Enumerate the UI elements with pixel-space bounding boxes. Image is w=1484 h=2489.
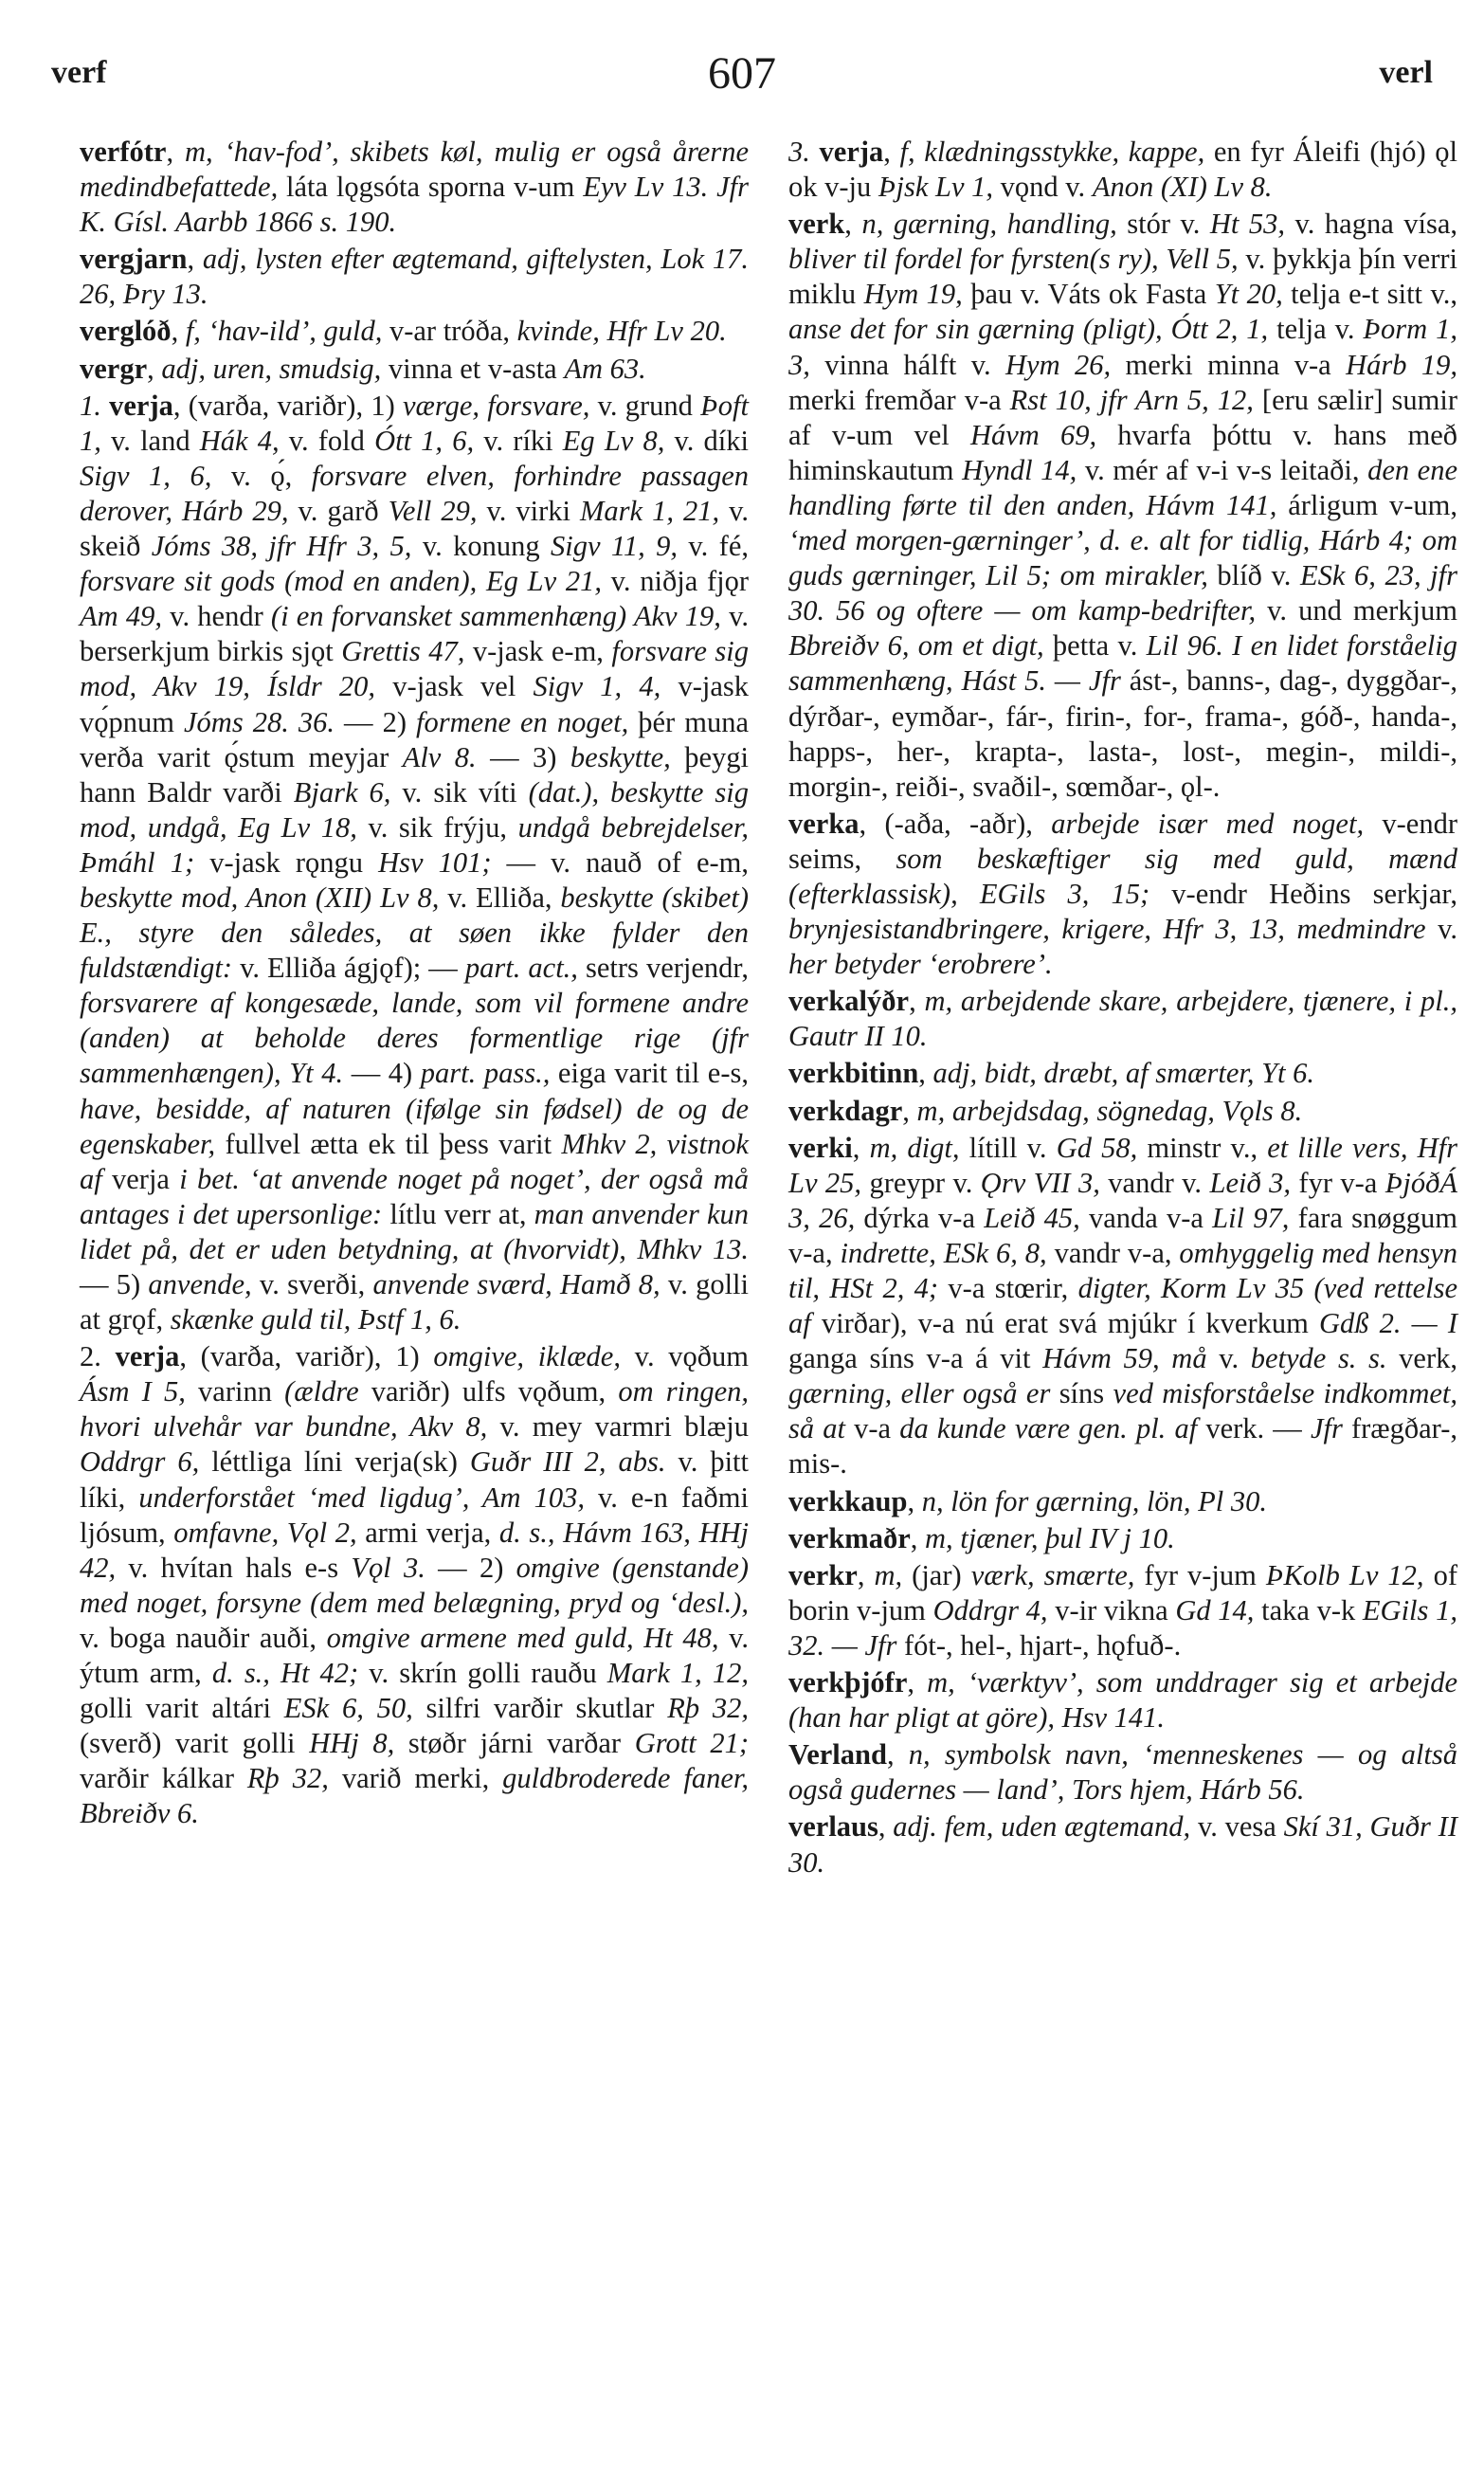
- entry-gloss-italic: Oddrgr 6,: [80, 1445, 200, 1479]
- entry-text: varðir kálkar: [80, 1762, 247, 1795]
- dictionary-entry: [788, 1558, 1457, 1663]
- entry-text: virðar), v-a nú erat svá mjúkr í kverkum: [810, 1307, 1319, 1340]
- entry-text: ,: [844, 208, 862, 241]
- entry-headword: verkmaðr: [788, 1521, 911, 1554]
- entry-gloss-italic: m, arbejdende skare, arbejdere, tjænere, i pl., Gautr II 10.: [788, 985, 1457, 1053]
- entry-gloss-italic: Rþ 32,: [667, 1692, 749, 1725]
- left-catchword: verf: [51, 55, 107, 90]
- entry-gloss-italic: Yt 20,: [1214, 278, 1283, 311]
- entry-gloss-italic: Grott 21;: [634, 1727, 750, 1760]
- entry-text: léttliga líni verja(sk): [199, 1445, 470, 1479]
- entry-text: ,: [147, 352, 162, 385]
- entry-gloss-italic: Am 63.: [564, 352, 646, 385]
- entry-gloss-italic: m, ‘hav-fod’, skibets køl, mulig er også årerne medindbefattede,: [80, 136, 749, 204]
- entry-gloss-italic: om ringen, hvori ulvehår var bundne, Akv 8,: [80, 1375, 749, 1444]
- entry-gloss-italic: Am 49,: [80, 600, 162, 633]
- entry-text: ,: [166, 136, 186, 168]
- entry-gloss-italic: undgå bebrejdelser, Þmáhl 1;: [80, 810, 749, 879]
- entry-gloss-italic: Jfr: [1310, 1412, 1343, 1445]
- entry-text: — 2): [425, 1551, 516, 1584]
- entry-text: láta lǫgsóta sporna v-um: [278, 171, 584, 204]
- entry-gloss-italic: Leið 45,: [984, 1201, 1080, 1234]
- entry-gloss-italic: formene en noget,: [416, 705, 629, 738]
- dictionary-entry: [788, 984, 1457, 1054]
- entry-gloss-italic: Hym 26,: [1005, 348, 1112, 381]
- entry-text: v. ýtum arm,: [80, 1621, 749, 1690]
- entry-gloss-italic: den ene handling førte til den anden, Hávm 141,: [788, 453, 1457, 521]
- entry-text: v. þitt líki,: [80, 1445, 749, 1514]
- entry-text: minstr v.,: [1137, 1131, 1268, 1164]
- entry-gloss-italic: Ht 53,: [1209, 208, 1286, 241]
- entry-gloss-italic: forsvare elven, forhindre passagen derover, Hárb 29,: [80, 459, 749, 527]
- entry-text: støðr járni varðar: [394, 1727, 635, 1760]
- entry-text: ,: [886, 1738, 909, 1771]
- entry-gloss-italic: d. s., Ht 42;: [211, 1657, 359, 1690]
- entry-text: v-jask e-m,: [464, 635, 612, 668]
- entry-gloss-italic: værk, smærte,: [970, 1558, 1135, 1591]
- entry-text: fyr v-jum: [1134, 1558, 1266, 1591]
- entry-gloss-italic: Eg Lv 8,: [562, 424, 665, 457]
- entry-text: v. skrín golli rauðu: [358, 1657, 607, 1690]
- entry-text: of borin v-jum: [788, 1558, 1457, 1626]
- entry-headword: verkr: [788, 1558, 858, 1591]
- entry-text: fullvel ætta ek til þess varit: [215, 1127, 562, 1160]
- entry-text: v. golli at grǫf,: [80, 1268, 749, 1336]
- entry-gloss-italic: omgive armene med guld, Ht 48,: [326, 1621, 719, 1654]
- entry-gloss-italic: gærning, eller også er: [788, 1377, 1051, 1410]
- entry-gloss-italic: kvinde, Hfr Lv 20.: [516, 315, 727, 348]
- entry-gloss-italic: beskytte mod, Anon (XII) Lv 8,: [80, 881, 440, 914]
- entry-gloss-italic: beskytte,: [570, 740, 671, 773]
- entry-gloss-italic: (ældre: [284, 1375, 359, 1408]
- entry-text: — v. nauð of e-m,: [491, 845, 749, 879]
- entry-gloss-italic: ÞKolb Lv 12,: [1265, 1558, 1424, 1591]
- entry-text: v-jask vǫ́pnum: [80, 670, 749, 738]
- entry-text: — 5): [80, 1268, 149, 1300]
- entry-text: þetta v.: [1043, 629, 1147, 663]
- entry-text: ,: [852, 1131, 870, 1164]
- entry-gloss-italic: Þorm 1, 3,: [788, 313, 1458, 381]
- entry-gloss-italic: Hym 19,: [863, 278, 963, 311]
- entry-gloss-italic: Skí 31, Guðr II 30.: [788, 1810, 1457, 1879]
- entry-gloss-italic: Vell 29,: [388, 494, 478, 527]
- entry-gloss-italic: her betyder ‘erobrere’.: [788, 948, 1053, 981]
- entry-text: — 4): [343, 1057, 421, 1090]
- entry-text: v. grund: [589, 389, 701, 422]
- entry-text: v. niðja fjǫr: [601, 565, 750, 598]
- entry-gloss-italic: forsvare sig mod, Akv 19, Ísldr 20,: [80, 635, 750, 703]
- entry-gloss-italic: 1.: [80, 389, 101, 422]
- entry-text: v. skeið: [80, 494, 749, 563]
- entry-gloss-italic: m, ‘værktyv’, som unddrager sig et arbejde (han har pligt at göre), Hsv 141.: [788, 1666, 1458, 1735]
- entry-text: árligum v-um,: [1276, 488, 1458, 521]
- entry-gloss-italic: omhyggelig med hensyn til, HSt 2, 4;: [788, 1236, 1457, 1304]
- entry-gloss-italic: Bjark 6,: [293, 775, 391, 808]
- entry-text: v. virki: [477, 494, 580, 527]
- dictionary-entry: [788, 1665, 1457, 1735]
- entry-text: vandr v.: [1099, 1166, 1210, 1199]
- dictionary-entry: [788, 1737, 1457, 1808]
- entry-gloss-italic: Mhkv 2, vistnok af: [80, 1127, 749, 1195]
- entry-headword: vergr: [80, 352, 148, 385]
- dictionary-entry: [788, 1809, 1457, 1880]
- entry-text: dýrka v-a: [855, 1201, 985, 1234]
- entry-text: greypr v.: [861, 1166, 981, 1199]
- dictionary-entry: [80, 135, 749, 240]
- entry-text: ,: [907, 1666, 928, 1699]
- entry-gloss-italic: adj, bidt, dræbt, af smærter, Yt 6.: [932, 1057, 1315, 1090]
- entry-gloss-italic: guldbroderede faner, Bbreiðv 6.: [80, 1762, 750, 1830]
- dictionary-entry: [80, 352, 749, 387]
- entry-text: vǫnd v.: [993, 171, 1093, 204]
- entry-gloss-italic: Hsv 101;: [378, 845, 492, 879]
- entry-text: v-endr seims,: [788, 807, 1457, 875]
- entry-text: v. garð: [288, 494, 389, 527]
- entry-gloss-italic: ÞjóðÁ 3, 26,: [788, 1166, 1458, 1234]
- dictionary-entry: [788, 1484, 1457, 1519]
- entry-gloss-italic: 3.: [788, 136, 810, 168]
- entry-gloss-italic: Hárb 19,: [1346, 348, 1457, 381]
- entry-headword: verkdagr: [788, 1094, 903, 1127]
- dictionary-entry: [788, 135, 1457, 205]
- entry-text: armi verja,: [356, 1516, 499, 1549]
- running-head: [51, 48, 1433, 112]
- entry-text: vinna hálft v.: [809, 348, 1006, 381]
- entry-headword: verkkaup: [788, 1484, 908, 1517]
- entry-text: v. mér af v-i v-s leitaði,: [1077, 453, 1368, 486]
- left-column: [80, 135, 749, 1834]
- right-catchword: verl: [1379, 55, 1433, 90]
- entry-gloss-italic: Oddrgr 4,: [932, 1593, 1048, 1626]
- entry-gloss-italic: Guðr III 2, abs.: [469, 1445, 666, 1479]
- entry-text: v. mey varmri blæju: [487, 1410, 749, 1444]
- entry-gloss-italic: Hávm 69,: [969, 418, 1097, 451]
- entry-text: v. hvítan hals e-s: [116, 1551, 352, 1584]
- entry-headword: verfótr: [80, 136, 167, 168]
- entry-gloss-italic: Rþ 32,: [246, 1762, 329, 1795]
- entry-gloss-italic: Mark 1, 12,: [606, 1657, 749, 1690]
- entry-gloss-italic: værge, forsvare,: [402, 389, 590, 422]
- entry-gloss-italic: Leið 3,: [1209, 1166, 1291, 1199]
- entry-gloss-italic: n, symbolsk navn, ‘menneskenes — og altså også gudernes — land’, Tors hjem, Hárb 56.: [788, 1738, 1457, 1807]
- entry-headword: verja: [809, 136, 884, 168]
- dictionary-entry: [788, 1521, 1457, 1556]
- entry-text: v. Elliða ágjǫf); —: [232, 952, 465, 985]
- entry-text: silfri varðir skutlar: [412, 1692, 668, 1725]
- entry-gloss-italic: som beskæftiger sig med guld, mænd (efterklassisk), EGils 3, 15;: [788, 842, 1457, 910]
- entry-gloss-italic: m, arbejdsdag, sögnedag, Vǫls 8.: [916, 1094, 1303, 1127]
- entry-text: v-endr Heðins serkjar,: [1149, 877, 1457, 910]
- entry-text: frægðar-, mis-.: [788, 1412, 1458, 1481]
- page-number: 607: [708, 48, 776, 99]
- entry-text: , (varða, variðr), 1): [172, 389, 403, 422]
- dictionary-entry: [80, 242, 749, 312]
- entry-gloss-italic: Vǫl 3.: [351, 1551, 425, 1584]
- entry-gloss-italic: m, digt,: [869, 1131, 960, 1164]
- entry-text: lítill v.: [959, 1131, 1057, 1164]
- entry-gloss-italic: adj. fem, uden ægtemand,: [893, 1810, 1191, 1844]
- entry-text: ,: [878, 1810, 894, 1844]
- entry-gloss-italic: n, gærning, handling,: [861, 208, 1117, 241]
- entry-text: telja e-t sitt v.,: [1282, 278, 1457, 311]
- entry-text: síns: [1050, 1377, 1113, 1410]
- entry-gloss-italic: Sigv 1, 6,: [80, 459, 212, 492]
- entry-gloss-italic: Sigv 11, 9,: [550, 530, 678, 563]
- entry-text: v. hendr: [161, 600, 271, 633]
- entry-gloss-italic: ESk 6, 50,: [283, 1692, 413, 1725]
- entry-text: ,: [883, 136, 900, 168]
- entry-text: ,: [187, 243, 203, 276]
- entry-gloss-italic: part. pass.,: [420, 1057, 551, 1090]
- entry-text: eiga varit til e-s,: [550, 1057, 749, 1090]
- entry-text: variðr) ulfs vǫðum,: [358, 1375, 619, 1408]
- entry-gloss-italic: Hyndl 14,: [962, 453, 1077, 486]
- entry-gloss-italic: Bbreiðv 6, om et digt,: [788, 629, 1044, 663]
- entry-gloss-italic: (dat.), beskytte sig mod, undgå, Eg Lv 18,: [80, 775, 749, 844]
- entry-headword: Verland: [788, 1738, 887, 1771]
- entry-text: verk,: [1386, 1342, 1458, 1375]
- entry-text: varið merki,: [328, 1762, 503, 1795]
- entry-text: v-a stœrir,: [938, 1272, 1078, 1304]
- entry-gloss-italic: ved misforståelse indkommet, så at: [788, 1377, 1458, 1445]
- entry-text: ,: [910, 1521, 925, 1554]
- entry-text: v. boga nauðir auði,: [80, 1621, 327, 1654]
- entry-text: v. þykkja þín verri miklu: [788, 243, 1457, 311]
- entry-text: v.: [1206, 1342, 1251, 1375]
- entry-text: v. fé,: [678, 530, 749, 563]
- entry-text: v. vesa: [1190, 1810, 1284, 1844]
- entry-headword: verlaus: [788, 1810, 878, 1844]
- entry-gloss-italic: Hávm 59, må: [1042, 1342, 1207, 1375]
- entry-text: fara snøggum v-a,: [788, 1201, 1458, 1269]
- entry-text: ganga síns v-a á vit: [788, 1342, 1043, 1375]
- entry-text: v. land: [100, 424, 200, 457]
- entry-text: (jar): [902, 1558, 971, 1591]
- entry-gloss-italic: i bet. ‘at anvende noget på noget’, der også må antages i det upersonlige:: [80, 1162, 749, 1230]
- dictionary-entry: [788, 1094, 1457, 1129]
- entry-text: varinn: [185, 1375, 285, 1408]
- entry-text: — 2): [335, 705, 417, 738]
- entry-text: [eru sælir] sumir af v-um vel: [788, 383, 1457, 451]
- entry-gloss-italic: adj, lysten efter ægtemand, giftelysten, Lok 17. 26, Þry 13.: [80, 243, 750, 311]
- entry-text: v. und merkjum: [1256, 594, 1458, 627]
- entry-gloss-italic: omgive, iklæde,: [433, 1340, 621, 1373]
- entry-text: v. ǫ́,: [211, 459, 312, 492]
- entry-text: ,: [918, 1057, 933, 1090]
- entry-text: v-a: [845, 1412, 900, 1445]
- entry-headword: verkþjófr: [788, 1666, 908, 1699]
- entry-text: merki fremðar v-a: [788, 383, 1010, 416]
- entry-gloss-italic: omfavne, Vǫl 2,: [173, 1516, 357, 1549]
- entry-gloss-italic: ‘med morgen-gærninger’, d. e. alt for tidlig, Hárb 4; om guds gærninger, Lil 5; om mirakler,: [788, 524, 1457, 592]
- dictionary-entry: [788, 1056, 1457, 1091]
- entry-text: blíð v.: [1207, 559, 1300, 592]
- entry-text: fyr v-a: [1291, 1166, 1385, 1199]
- entry-gloss-italic: Eyv Lv 13. Jfr K. Gísl. Aarbb 1866 s. 190.: [80, 171, 749, 239]
- entry-headword: verk: [788, 208, 845, 241]
- dictionary-entry: [788, 1131, 1457, 1482]
- entry-text: , (-aða, -aðr),: [859, 807, 1052, 840]
- entry-gloss-italic: betyde s. s.: [1250, 1342, 1387, 1375]
- entry-gloss-italic: part. act.,: [464, 952, 578, 985]
- right-column: [788, 135, 1457, 1882]
- entry-text: þeygi hann Baldr varði: [80, 740, 749, 808]
- entry-text: fót-, hel-, hjart-, hǫfuð-.: [896, 1628, 1182, 1662]
- entry-gloss-italic: anvende,: [148, 1268, 252, 1300]
- entry-text: v-jask vel: [375, 670, 534, 703]
- entry-text: v. fold: [279, 424, 375, 457]
- entry-gloss-italic: m,: [874, 1558, 903, 1591]
- entry-gloss-italic: (i en forvansket sammenhæng) Akv 19,: [270, 600, 721, 633]
- entry-text: v. sik frýju,: [356, 810, 518, 844]
- entry-gloss-italic: Lil 97,: [1212, 1201, 1290, 1234]
- entry-gloss-italic: Ótt 1, 6,: [374, 424, 475, 457]
- dictionary-entry: [80, 389, 749, 1338]
- entry-gloss-italic: Lil 96. I en lidet forståelig sammenhæng, Hást 5. — Jfr: [788, 629, 1457, 698]
- entry-text: stór v.: [1116, 208, 1210, 241]
- entry-gloss-italic: Jóms 28. 36.: [184, 705, 335, 738]
- entry-text: hvarfa þóttu v. hans með himinskautum: [788, 418, 1457, 486]
- entry-headword: verglóð: [80, 315, 172, 348]
- entry-text: — 3): [476, 740, 570, 773]
- entry-text: v-ar tróða,: [382, 315, 517, 348]
- entry-text: v. konung: [411, 530, 551, 563]
- entry-headword: verja: [115, 1340, 180, 1373]
- entry-gloss-italic: Þoft 1,: [80, 389, 749, 457]
- entry-gloss-italic: da kunde være gen. pl. af: [899, 1412, 1198, 1445]
- entry-text: lítlu verr at,: [382, 1197, 534, 1230]
- entry-text: ,: [171, 315, 186, 348]
- entry-gloss-italic: bliver til fordel for fyrsten(s ry), Vell 5,: [788, 243, 1239, 276]
- entry-headword: verka: [788, 807, 860, 840]
- entry-gloss-italic: Gdß 2. — I: [1318, 1307, 1457, 1340]
- entry-headword: vergjarn: [80, 243, 188, 276]
- entry-gloss-italic: Alv 8.: [402, 740, 477, 773]
- entry-text: taka v-k: [1254, 1593, 1363, 1626]
- entry-text: en fyr Áleifi (hjó) ǫl ok v-ju: [788, 136, 1457, 204]
- entry-gloss-italic: have, besidde, af naturen (ifølge sin fødsel) de og de egenskaber,: [80, 1092, 749, 1160]
- entry-gloss-italic: digter, Korm Lv 35 (ved rettelse af: [788, 1272, 1457, 1340]
- entry-text: v. e-n faðmi ljósum,: [80, 1481, 749, 1549]
- entry-text: v-ir vikna: [1047, 1593, 1176, 1626]
- entry-text: vanda v-a: [1079, 1201, 1213, 1234]
- entry-gloss-italic: Gd 14,: [1175, 1593, 1255, 1626]
- entry-gloss-italic: Þjsk Lv 1,: [878, 171, 994, 204]
- entry-gloss-italic: Anon (XI) Lv 8.: [1092, 171, 1273, 204]
- entry-text: v.: [1425, 913, 1457, 946]
- entry-gloss-italic: forsvarere af kongesæde, lande, som vil formene andre (anden) at beholde deres formentlige rige (jfr sammenhængen), Yt 4.: [80, 987, 749, 1090]
- entry-gloss-italic: Mark 1, 21,: [580, 494, 720, 527]
- entry-gloss-italic: omgive (genstande) med noget, forsyne (dem med belægning, pryd og ‘desl.),: [80, 1551, 749, 1619]
- entry-gloss-italic: f, klædningsstykke, kappe,: [899, 136, 1205, 168]
- entry-gloss-italic: d. s., Hávm 163, HHj 42,: [80, 1516, 749, 1584]
- entry-gloss-italic: Grettis 47,: [341, 635, 465, 668]
- entry-gloss-italic: anse det for sin gærning (pligt), Ótt 2, 1,: [788, 313, 1269, 346]
- entry-text: ,: [902, 1094, 917, 1127]
- entry-text: ,: [909, 985, 925, 1018]
- entry-text: þau v. Váts ok Fasta: [962, 278, 1215, 311]
- entry-text: v. Elliða,: [439, 881, 561, 914]
- dictionary-entry: [788, 207, 1457, 805]
- entry-gloss-italic: ESk 6, 23, jfr 30. 56 og oftere — om kamp-bedrifter,: [788, 559, 1457, 627]
- entry-text: v. berserkjum birkis sjǫt: [80, 600, 749, 668]
- dictionary-entry: [80, 314, 749, 349]
- entry-gloss-italic: indrette, ESk 6, 8,: [840, 1236, 1047, 1269]
- entry-headword: verkalýðr: [788, 985, 910, 1018]
- entry-text: v. díki: [664, 424, 750, 457]
- entry-text: v. sik víti: [390, 775, 529, 808]
- entry-text: setrs verjendr,: [577, 952, 749, 985]
- entry-gloss-italic: forsvare sit gods (mod en anden), Eg Lv 21,: [80, 565, 602, 598]
- entry-text: ,: [857, 1558, 875, 1591]
- entry-text: 2.: [80, 1340, 116, 1373]
- dictionary-entry: [788, 807, 1457, 982]
- entry-text: v. ríki: [474, 424, 563, 457]
- entry-text: ,: [907, 1484, 922, 1517]
- entry-gloss-italic: man anvender kun lidet på, det er uden betydning, at (hvorvidt), Mhkv 13.: [80, 1197, 749, 1265]
- entry-gloss-italic: arbejde især med noget,: [1051, 807, 1365, 840]
- entry-text: golli varit altári: [80, 1692, 284, 1725]
- entry-headword: verki: [788, 1131, 853, 1164]
- entry-gloss-italic: EGils 1, 32. — Jfr: [788, 1593, 1457, 1662]
- entry-gloss-italic: Rst 10, jfr Arn 5, 12,: [1009, 383, 1254, 416]
- entry-gloss-italic: beskytte (skibet) E., styre den således, at søen ikke fylder den fuldstændigt:: [80, 881, 749, 985]
- entry-gloss-italic: underforstået ‘med ligdug’, Am 103,: [138, 1481, 585, 1514]
- entry-text: , (varða, variðr), 1): [179, 1340, 434, 1373]
- entry-text: v. vǫðum: [620, 1340, 750, 1373]
- entry-gloss-italic: Ásm I 5,: [80, 1375, 186, 1408]
- entry-gloss-italic: brynjesistandbringere, krigere, Hfr 3, 13, medmindre: [788, 913, 1426, 946]
- entry-gloss-italic: et lille vers, Hfr Lv 25,: [788, 1131, 1457, 1199]
- entry-gloss-italic: Ǫrv VII 3,: [980, 1166, 1100, 1199]
- entry-gloss-italic: m, tjæner, þul IV j 10.: [924, 1521, 1175, 1554]
- entry-gloss-italic: Hák 4,: [199, 424, 280, 457]
- entry-gloss-italic: f, ‘hav-ild’, guld,: [185, 315, 383, 348]
- entry-gloss-italic: Gd 58,: [1056, 1131, 1138, 1164]
- entry-text: verja: [101, 1162, 180, 1195]
- entry-gloss-italic: n, lön for gærning, lön, Pl 30.: [921, 1484, 1268, 1517]
- entry-text: verk. —: [1197, 1412, 1311, 1445]
- entry-text: vinna et v-asta: [381, 352, 565, 385]
- entry-gloss-italic: anvende sværd, Hamð 8,: [372, 1268, 661, 1300]
- entry-headword: verkbitinn: [788, 1057, 919, 1090]
- entry-text: v. sverði,: [251, 1268, 373, 1300]
- entry-gloss-italic: Jóms 38, jfr Hfr 3, 5,: [151, 530, 412, 563]
- entry-gloss-italic: HHj 8,: [309, 1727, 395, 1760]
- entry-gloss-italic: Sigv 1, 4,: [533, 670, 661, 703]
- entry-text: vandr v-a,: [1046, 1236, 1180, 1269]
- entry-text: þér muna verða varit ǫ́stum meyjar: [80, 705, 749, 773]
- entry-text: v. hagna vísa,: [1285, 208, 1458, 241]
- dictionary-entry: [80, 1339, 749, 1831]
- entry-text: merki minna v-a: [1111, 348, 1347, 381]
- entry-text: ást-, banns-, dag-, dyggðar-, dýrðar-, eymðar-, fár-, firin-, for-, frama-, góð-, handa-, happs-, her-, krapta-, lasta-, lost-, megin-, mildi-, morgin-, reiði-, svaðil-, sœmðar-, ǫl-.: [788, 664, 1457, 803]
- entry-text: telja v.: [1268, 313, 1364, 346]
- entry-text: v-jask rǫngu: [194, 845, 379, 879]
- entry-gloss-italic: adj, uren, smudsig,: [161, 352, 382, 385]
- entry-gloss-italic: skænke guld til, Þstf 1, 6.: [170, 1303, 461, 1336]
- entry-headword: verja: [100, 389, 173, 422]
- entry-text: (sverð) varit golli: [80, 1727, 310, 1760]
